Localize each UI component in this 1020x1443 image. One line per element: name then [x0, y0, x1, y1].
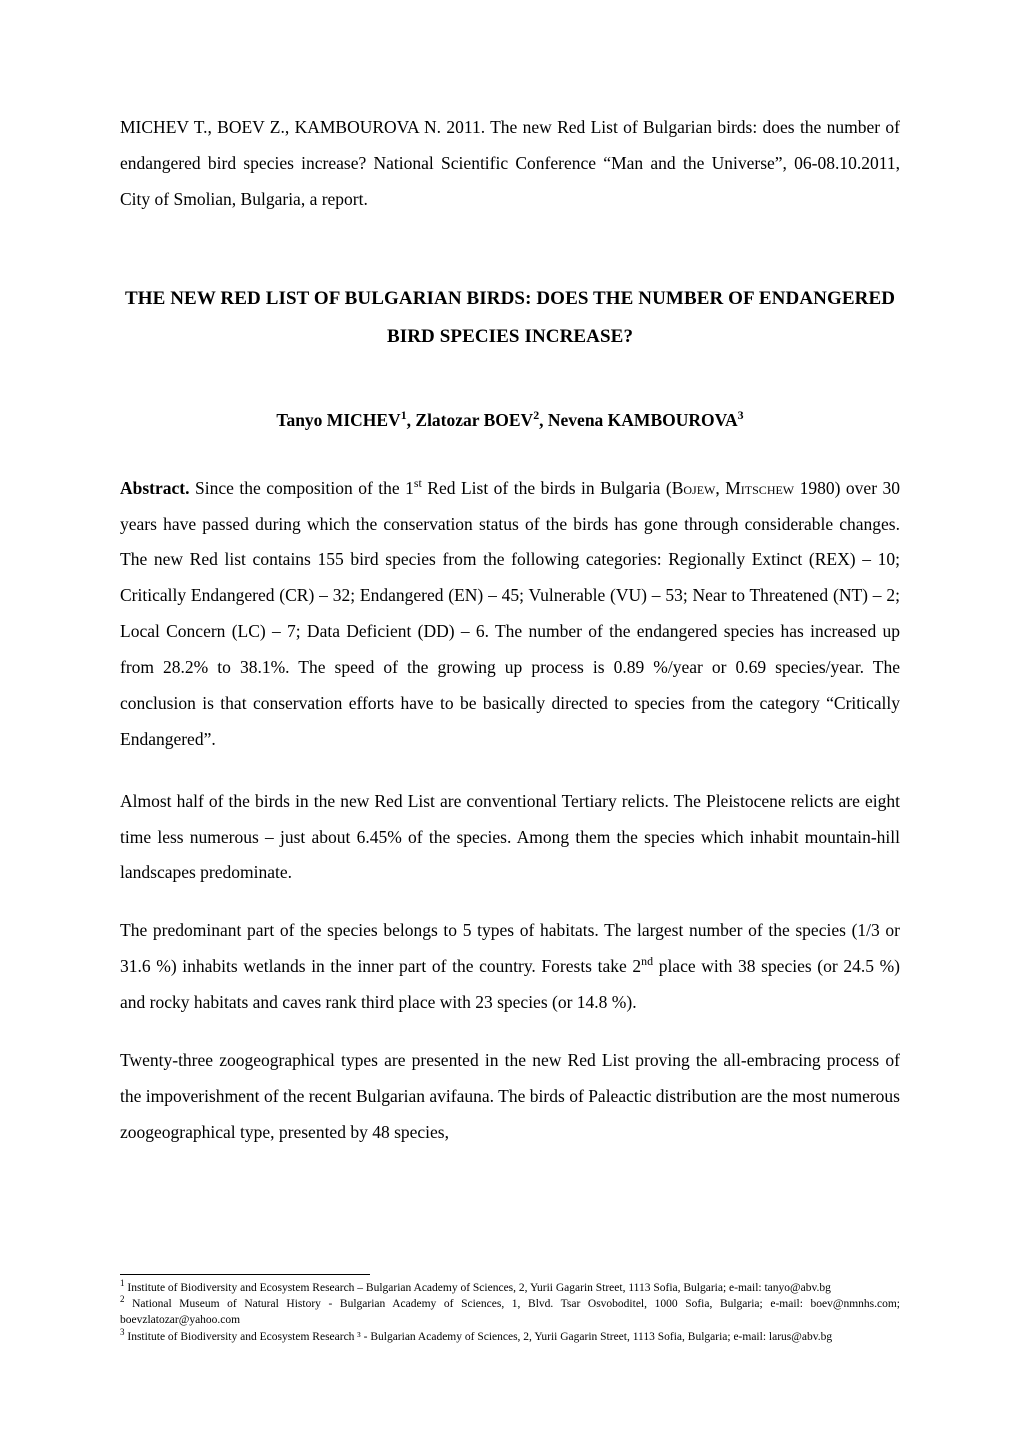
footnote-2-text: National Museum of Natural History - Bulgarian Academy of Sciences, 1, Blvd. Tsar Osvoboditel, 1000 Sofia, Bulgaria; e-mail: boev@nmnhs.com; boevzlatozar@yahoo.com: [120, 1298, 900, 1327]
abstract-citation-bojew: Bojew: [671, 477, 716, 498]
body-paragraph-4: Twenty-three zoogeographical types are presented in the new Red List proving the all-embracing process of the impoverishment of the recent Bulgarian avifauna. The birds of Paleactic distribution are the most numerous zoogeographical type, presented by 48 species,: [120, 1049, 900, 1142]
citation-block: MICHEV T., BOEV Z., KAMBOUROVA N. 2011. The new Red List of Bulgarian birds: does the number of endangered bird species increase? National Scientific Conference “Man and the Universe”, 06-08.10.2011, City of Smolian, Bulgaria, a report.: [120, 117, 900, 209]
abstract-ordinal-st: st: [413, 475, 422, 490]
footnote-2-marker: 2: [120, 1294, 125, 1305]
footnote-1-text: Institute of Biodiversity and Ecosystem Research – Bulgarian Academy of Sciences, 2, Yurii Gagarin Street, 1113 Sofia, Bulgaria; e-mail: tanyo@abv.bg: [124, 1281, 831, 1294]
body-paragraph-3: [120, 913, 900, 1021]
abstract-label: Abstract.: [120, 477, 190, 498]
abstract-text-2: Red List of the birds in Bulgaria (: [421, 477, 672, 498]
author-2-name: Zlatozar BOEV: [415, 409, 534, 430]
body-paragraph-2: Almost half of the birds in the new Red List are conventional Tertiary relicts. The Pleistocene relicts are eight time less numerous – just about 6.45% of the species. Among them the species which inhabit mountain-hill landscapes predominate.: [120, 790, 900, 883]
footnote-1-marker: 1: [120, 1277, 125, 1288]
author-separator-2: ,: [539, 409, 548, 430]
author-separator-1: ,: [406, 409, 416, 430]
page-title: THE NEW RED LIST OF BULGARIAN BIRDS: DOES THE NUMBER OF ENDANGERED BIRD SPECIES INCREASE?: [124, 287, 896, 347]
paragraph-3-text-2: place with 38 species (or 24.5 %) and rocky habitats and caves rank third place with 23 species (or 14.8 %).: [120, 956, 900, 1012]
author-1-affiliation-marker: 1: [400, 407, 407, 422]
footnote-section: [120, 1274, 900, 1347]
footnote-1: [120, 1277, 900, 1297]
abstract-text-4: 1980) over 30 years have passed during which the conservation status of the birds has gone through considerable changes. The new Red list contains 155 bird species from the following categories: Regionally Extinct (REX) – 10; Critically Endangered (CR) – 32; Endangered (EN) – 45; Vulnerable (VU) – 53; Near to Threatened (NT) – 2; Local Concern (LC) – 7; Data Deficient (DD) – 6. The number of the endangered species has increased up from 28.2% to 38.1%. The speed of the growing up process is 0.89 %/year or 0.69 species/year. The conclusion is that conservation efforts have to be basically directed to species from the category “Critically Endangered”.: [120, 477, 900, 749]
author-2-affiliation-marker: 2: [533, 407, 540, 422]
author-3-affiliation-marker: 3: [737, 407, 744, 422]
footnote-3-marker: 3: [120, 1327, 125, 1338]
paragraph-3-text-1: The predominant part of the species belongs to 5 types of habitats. The largest number of the species (1/3 or 31.6 %) inhabits wetlands in the inner part of the country. Forests take 2: [120, 920, 900, 977]
abstract-text-1: Since the composition of the 1: [189, 477, 414, 498]
abstract-citation-mitschew: Mitschew: [725, 477, 795, 498]
footnote-3: [120, 1327, 900, 1346]
author-1-name: Tanyo MICHEV: [276, 409, 401, 430]
abstract-text-3: ,: [715, 477, 726, 498]
footnote-3-text: Institute of Biodiversity and Ecosystem Research ³ - Bulgarian Academy of Sciences, 2, Yurii Gagarin Street, 1113 Sofia, Bulgaria; e-mail: larus@abv.bg: [124, 1331, 833, 1344]
authors-line: [120, 407, 900, 431]
paragraph-3-ordinal-nd: nd: [641, 954, 654, 969]
abstract-paragraph: [120, 471, 900, 758]
author-3-name: Nevena KAMBOUROVA: [547, 409, 738, 430]
footnote-divider: [120, 1274, 370, 1275]
footnote-2: [120, 1294, 900, 1329]
